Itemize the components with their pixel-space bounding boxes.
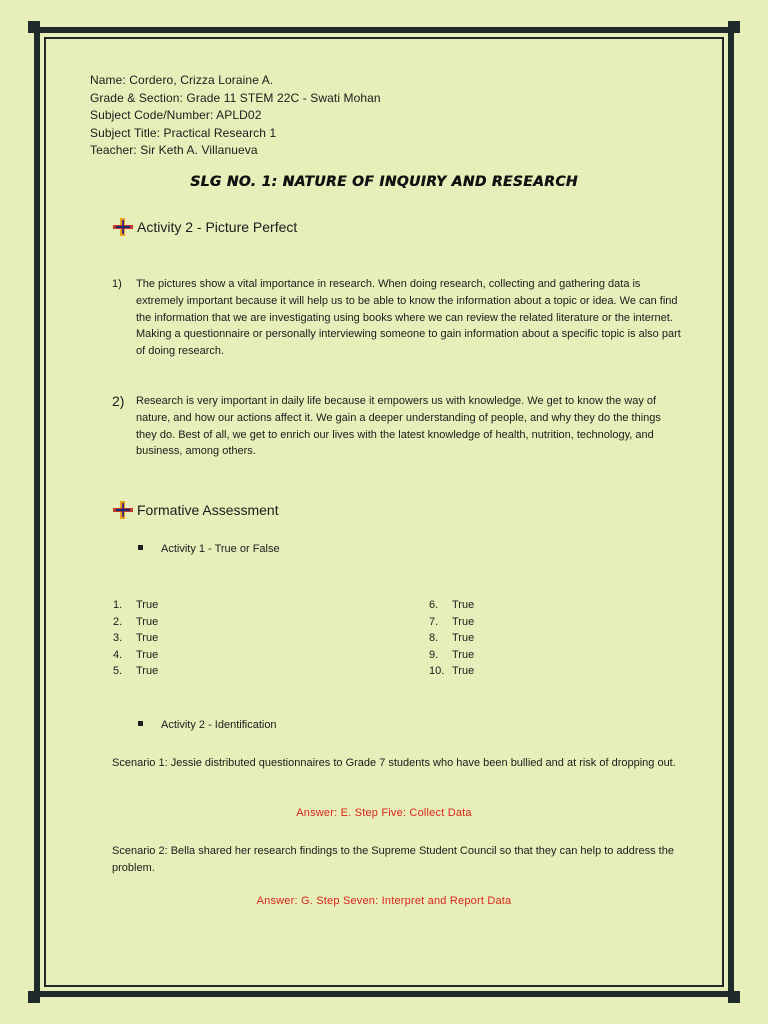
answers-left-list	[113, 597, 158, 680]
list-item: 1. True	[113, 599, 159, 611]
student-name: Name: Cordero, Crizza Loraine A.	[90, 73, 274, 87]
list-item: 7. True	[429, 615, 475, 628]
activity1-label: Activity 1 - True or False	[138, 543, 280, 555]
scenario-2: Scenario 2: Bella shared her research findings to the Supreme Student Council so that they can help to address the problem.	[112, 845, 674, 874]
list-item: 10. True	[429, 665, 475, 677]
activity2-identification-label: Activity 2 - Identification	[138, 719, 277, 731]
answer-1: Answer: E. Step Five: Collect Data	[296, 807, 472, 819]
item-text: The pictures show a vital importance in research. When doing research, collecting and gathering data is extremely important because it will help us to be able to know the information about a topic or idea. We can find the information that we are investigating using books where we can review the related literature or the internet. Making a questionnaire or personally interviewing someone to gain information about a specific topic is also part of doing research.	[136, 278, 681, 358]
square-bullet-icon	[138, 545, 143, 550]
list-item: 2. True	[113, 615, 159, 628]
list-item: 8. True	[429, 632, 475, 644]
square-bullet-icon	[138, 721, 143, 726]
list-item: 6. True	[429, 599, 475, 611]
formative-heading: Formative Assessment	[113, 502, 279, 518]
item-number: 1)	[112, 278, 122, 290]
page-title: SLG NO. 1: NATURE OF INQUIRY AND RESEARCH	[190, 174, 578, 190]
grade-section: Grade & Section: Grade 11 STEM 22C - Swati Mohan	[90, 90, 381, 105]
student-info	[90, 72, 381, 160]
item-text: Research is very important in daily life because it empowers us with knowledge. We get to know the way of nature, and how our actions affect it. We gain a deeper understanding of people, and why they do the things they do. Best of all, we get to enrich our lives with the latest knowledge of health, nutrition, technology, and business, among others.	[136, 395, 661, 458]
teacher: Teacher: Sir Keth A. Villanueva	[90, 143, 258, 157]
list-item: 3. True	[113, 632, 159, 644]
colorful-cross-bullet-icon	[113, 218, 133, 236]
answer-2: Answer: G. Step Seven: Interpret and Report Data	[256, 895, 512, 907]
list-item: 9. True	[429, 648, 475, 661]
answers-right-list	[429, 597, 474, 680]
item-number: 2)	[112, 393, 125, 409]
subject-title: Subject Title: Practical Research 1	[90, 125, 277, 140]
subject-code: Subject Code/Number: APLD02	[90, 108, 262, 122]
list-item: 4. True	[113, 648, 159, 661]
activity2-heading: Activity 2 - Picture Perfect	[113, 219, 297, 235]
colorful-cross-bullet-icon	[113, 501, 133, 519]
list-item: 5. True	[113, 665, 159, 677]
scenario-1: Scenario 1: Jessie distributed questionnaires to Grade 7 students who have been bullied and at risk of dropping out.	[112, 757, 676, 769]
